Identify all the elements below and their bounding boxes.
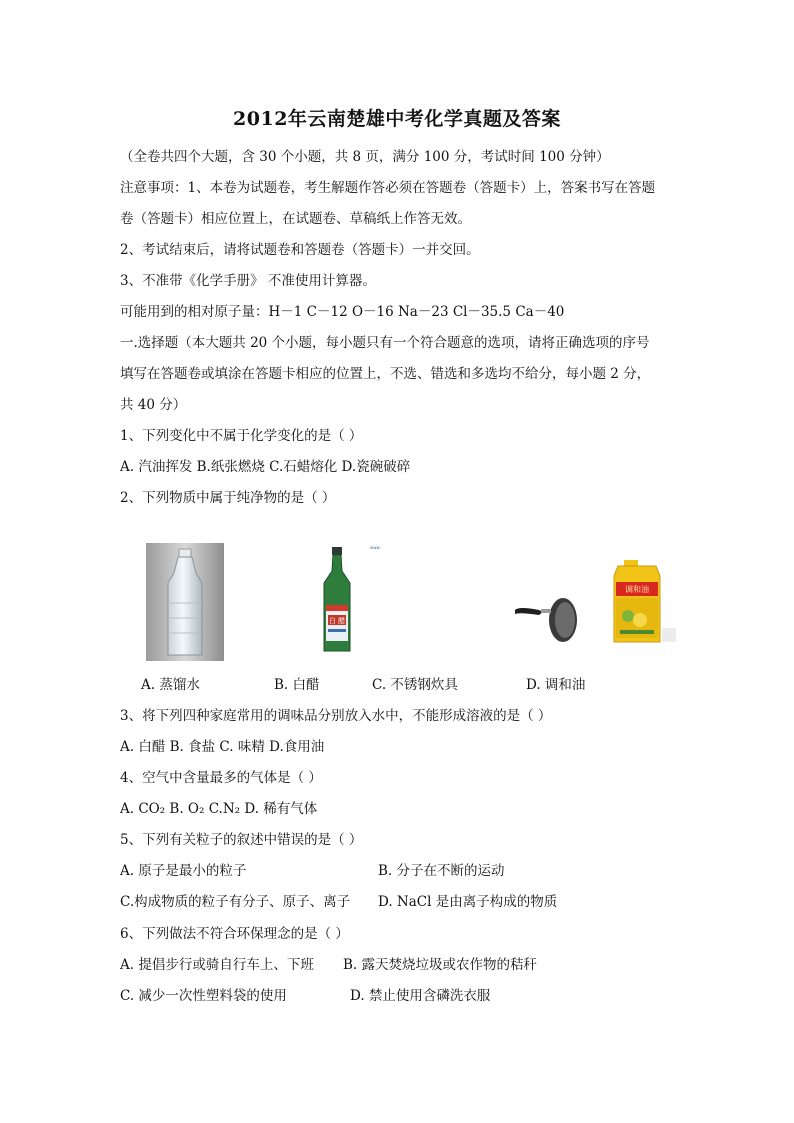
q5-option-c: C.构成物质的粒子有分子、原子、离子	[120, 894, 351, 910]
section-1-heading-c: 共 40 分）	[120, 397, 187, 413]
q5-option-d: D. NaCl 是由离子构成的物质	[378, 894, 558, 910]
q5-option-a: A. 原子是最小的粒子	[120, 863, 247, 879]
section-1-heading-b: 填写在答题卷或填涂在答题卡相应的位置上，不选、错选和多选均不给分，每小题 2 分，	[120, 366, 651, 382]
notice-3: 3、不准带《化学手册》 不准使用计算器。	[120, 273, 376, 289]
question-4-options: A. CO₂ B. O₂ C.N₂ D. 稀有气体	[120, 801, 318, 817]
q6-option-c: C. 减少一次性塑料袋的使用	[120, 988, 287, 1004]
notice-1a: 注意事项：1、本卷为试题卷，考生解题作答必须在答题卷（答题卡）上，答案书写在答题	[120, 180, 656, 196]
question-6: 6、下列做法不符合环保理念的是（ ）	[120, 926, 349, 942]
q2-caption-d: D. 调和油	[526, 677, 586, 693]
distilled-water-image	[146, 543, 224, 661]
q6-option-a: A. 提倡步行或骑自行车上、下班	[120, 957, 314, 973]
question-1-options: A. 汽油挥发 B.纸张燃烧 C.石蜡熔化 D.瓷碗破碎	[120, 459, 411, 475]
q2-caption-b: B. 白醋	[274, 677, 320, 693]
question-1: 1、下列变化中不属于化学变化的是（ ）	[120, 428, 363, 444]
q2-caption-a: A. 蒸馏水	[141, 677, 200, 693]
notice-2: 2、考试结束后，请将试题卷和答题卷（答题卡）一并交回。	[120, 242, 480, 258]
q5-option-b: B. 分子在不断的运动	[378, 863, 505, 879]
question-3-options: A. 白醋 B. 食盐 C. 味精 D.食用油	[120, 739, 325, 755]
q6-option-d: D. 禁止使用含磷洗衣服	[350, 988, 491, 1004]
atomic-masses: 可能用到的相对原子量：H－1 C－12 O－16 Na－23 Cl－35.5 Ca－40	[120, 304, 565, 320]
steel-pan-image	[513, 596, 577, 644]
svg-text:www.: www.	[370, 545, 381, 550]
page-title: 2012年云南楚雄中考化学真题及答案	[233, 108, 561, 130]
notice-1b: 卷（答题卡）相应位置上，在试题卷、草稿纸上作答无效。	[120, 211, 471, 227]
question-2: 2、下列物质中属于纯净物的是（ ）	[120, 490, 336, 506]
oil-label-text: 调和油	[625, 585, 649, 594]
white-vinegar-image	[296, 543, 396, 655]
section-1-heading-a: 一.选择题（本大题共 20 个小题，每小题只有一个符合题意的选项，请将正确选项的序号	[120, 335, 650, 351]
cooking-oil-image	[608, 558, 678, 646]
q2-caption-c: C. 不锈钢炊具	[372, 677, 458, 693]
question-4: 4、空气中含量最多的气体是（ ）	[120, 770, 322, 786]
q6-option-b: B. 露天焚烧垃圾或农作物的秸秆	[343, 957, 538, 973]
question-3: 3、将下列四种家庭常用的调味品分别放入水中，不能形成溶液的是（ ）	[120, 708, 552, 724]
vinegar-label-text: 白 醋	[328, 617, 346, 625]
exam-info: （全卷共四个大题，含 30 个小题，共 8 页，满分 100 分，考试时间 100 分钟）	[120, 149, 610, 165]
question-5: 5、下列有关粒子的叙述中错误的是（ ）	[120, 832, 363, 848]
